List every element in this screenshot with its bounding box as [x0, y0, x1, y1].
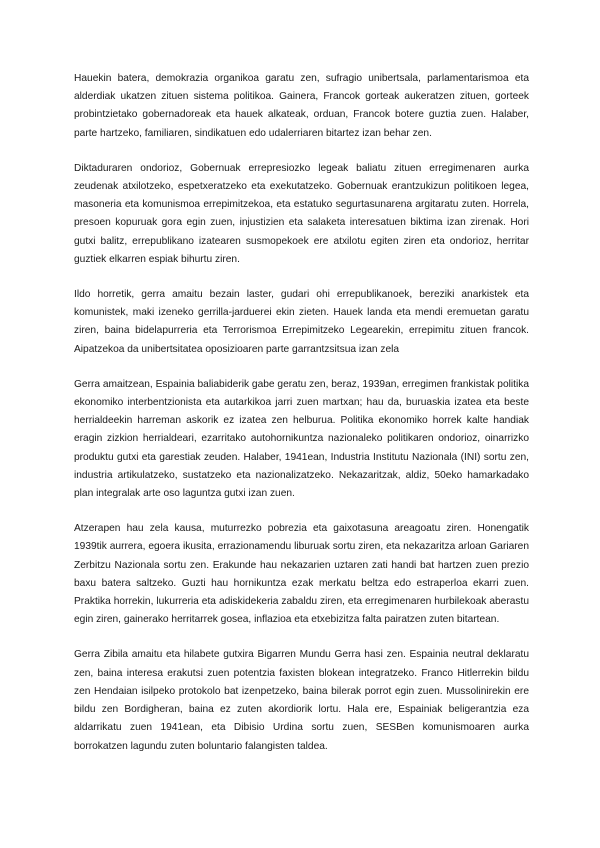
paragraph-repression: Diktaduraren ondorioz, Gobernuak errepresiozko legeak baliatu zituen erregimenaren aurka zeudenak atxilotzeko, espetxeratzeko eta exekutatzeko. Gobernuak erantzukizun politikoen legea, masoneria eta komunismoa errepimitzekoa, eta estatuko segurtasunarena argitaratu zuten. Horrela, presoen kopuruak gora egin zuen, injustizien eta salaketa interesatuen biktima izan zirenak. Hori gutxi balitz, errepublikano izatearen susmopekoek ere atxilotu egiten ziren eta ondorioz, herritar guztiek elkarren espiak bihurtu ziren.	[74, 162, 529, 265]
paragraph-organic-democracy: Hauekin batera, demokrazia organikoa garatu zen, sufragio unibertsala, parlamentarismoa eta alderdiak ukatzen zituen sistema politikoa. Gainera, Francok gorteak aukeratzen zituen, gorteek probintzietako gobernadoreak eta hauek alkateak, orduan, Francok botere guztia zuen. Halaber, parte hartzeko, familiaren, sindikatuen edo udalerriaren bitartez izan behar zen.	[74, 73, 529, 139]
paragraph-autarky: Gerra amaitzean, Espainia baliabiderik gabe geratu zen, beraz, 1939an, erregimen frankistak politika ekonomiko interbentzionista eta autarkikoa jarri zuen martxan; hau da, buruaskia izatea eta beste herrialdeekin harreman askorik ez izatea zen helburua. Politika ekonomiko horrek kalte handiak eragin zizkion herrialdeari, ezarritako autohornikuntza nazionaleko politikaren ondorioz, oinarrizko produktu gutxi eta garestiak zeuden. Halaber, 1941ean, Industria Institutu Nazionala (INI) sortu zen, industria artikulatzeko, sustatzeko eta nazionalizatzeko. Nekazaritzak, aldiz, 50eko hamarkadako plan integralak arte oso laguntza gutxi izan zuen.	[74, 378, 529, 500]
paragraph-poverty: Atzerapen hau zela kausa, muturrezko pobrezia eta gaixotasuna areagoatu ziren. Honengatik 1939tik aurrera, egoera ikusita, errazionamendu liburuak sortu ziren, eta nekazaritza arloan Gariaren Zerbitzu Nazionala sortu zen. Erakunde hau nekazarien uztaren zati handi bat hartzen zuen prezio baxu batera saltzeko. Guzti hau hornikuntza ezak merkatu beltza edo estraperloa ekarri zuen. Praktika horrekin, lukurreria eta adiskidekeria zabaldu ziren, eta erregimenaren hurbilekoak aberastu egin ziren, gainerako herritarrek gosea, inflazioa eta etxebizitza falta pairatzen zuten bitartean.	[74, 523, 529, 626]
paragraph-world-war: Gerra Zibila amaitu eta hilabete gutxira Bigarren Mundu Gerra hasi zen. Espainia neutral deklaratu zen, baina interesa erakutsi zuen potentzia faxisten blokean integratzeko. Franco Hitlerrekin bildu zen Hendaian isilpeko protokolo bat izenpetzeko, baina bilerak porrot egin zuen. Mussolinirekin ere bildu zen Bordigheran, baina ez zuten akordiorik lortu. Hala ere, Espainiak beligerantzia eza aldarrikatu zuen 1941ean, eta Dibisio Urdina sortu zuen, SESBen komunismoaren aurka borrokatzen lagundu zuten boluntario falangisten taldea.	[74, 649, 529, 752]
paragraph-maquis: Ildo horretik, gerra amaitu bezain laster, gudari ohi errepublikanoek, bereziki anarkistek eta komunistek, maki izeneko gerrilla-jarduerei ekin zieten. Hauek landa eta mendi eremuetan garatu ziren, baina bidelapurreria eta Terrorismoa Errepimitzeko Legearekin, errepimitu zituen francok. Aipatzekoa da unibertsitatea oposizioaren parte garrantzsitsua izan zela	[74, 289, 529, 355]
document-body	[74, 70, 529, 773]
